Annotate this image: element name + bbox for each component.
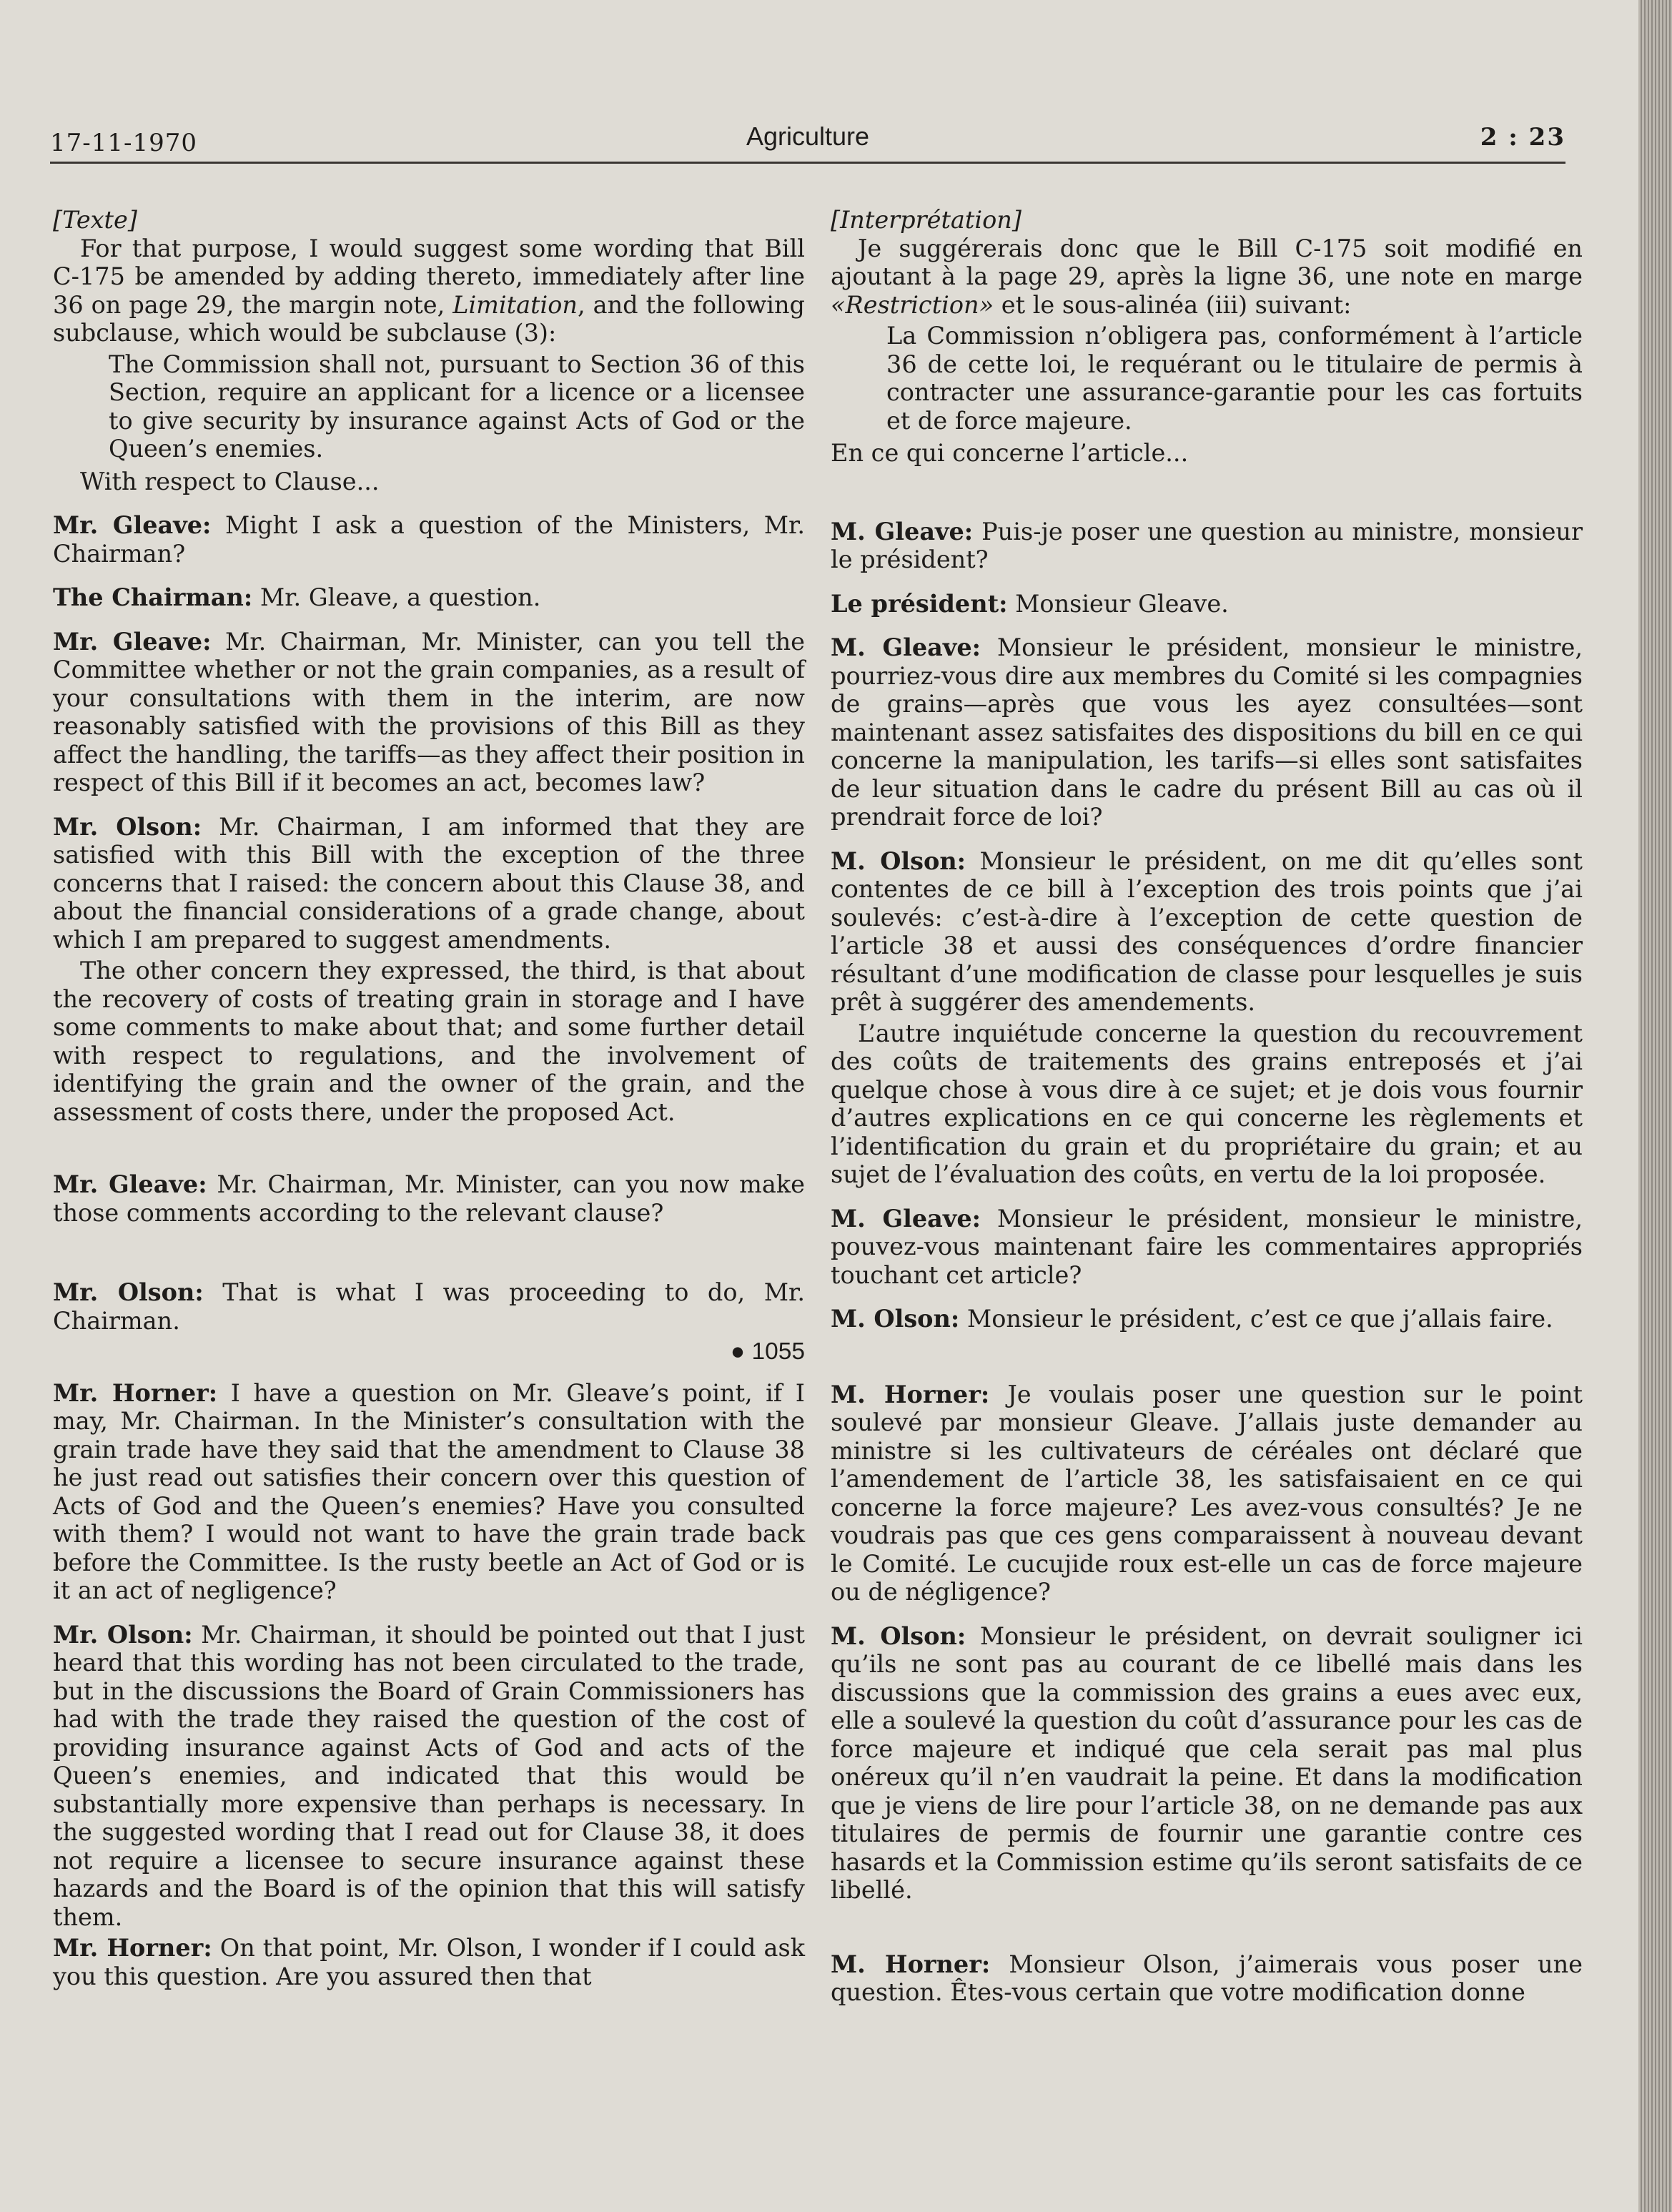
speech-entry: M. Olson: Monsieur le président, on devrait souligner ici qu’ils ne sont pas au courant de ce libellé mais dans les discussions que la commission des grains a eues avec eux, elle a soulevé la question du coût d’assurance pour les cas de force majeure et indiqué que cela serait pas mal plus onéreux qu’il n’en vaudrait la peine. Et dans la modification que je viens de lire pour l’article 38, on ne demande pas aux titulaires de permis de fournir une garantie contre ces hasards et la Commission estime qu’ils seront satisfaits de ce libellé. bbox=[831, 1621, 1583, 1904]
speech-entry: M. Olson: Monsieur le président, on me dit qu’elles sont contentes de ce bill à l’exception des trois points que j’ai soulevés: c’est-à-dire à l’exception de cette question de l’article 38 et aussi des conséquences d’ordre financier résultant d’une modification de classe pour lesquelles je suis prêt à suggérer des amendements. bbox=[831, 846, 1583, 1016]
language-tag: [Interprétation] bbox=[831, 206, 1021, 234]
speaker-name: Mr. Horner: bbox=[53, 1934, 212, 1962]
speaker-name: M. Horner: bbox=[831, 1950, 991, 1978]
speaker-name: Mr. Gleave: bbox=[53, 627, 212, 656]
speaker-name: M. Gleave: bbox=[831, 633, 981, 661]
french-column bbox=[831, 206, 1583, 2023]
speech-entry: Mr. Horner: On that point, Mr. Olson, I wonder if I could ask you this question. Are you assured then that bbox=[53, 1934, 805, 1990]
book-page-edges bbox=[1638, 0, 1672, 2212]
speech-entry: Mr. Olson: That is what I was proceeding to do, Mr. Chairman. bbox=[53, 1278, 805, 1335]
block-quote: The Commission shall not, pursuant to Section 36 of this Section, require an applicant for a licence or a licensee to give security by insurance against Acts of God or the Queen’s enemies. bbox=[109, 350, 805, 463]
italic-term: Limitation bbox=[452, 290, 578, 319]
speech-entry: Le président: Monsieur Gleave. bbox=[831, 589, 1229, 618]
speaker-name: Mr. Horner: bbox=[53, 1378, 218, 1407]
speaker-name: Mr. Olson: bbox=[53, 1620, 193, 1649]
speech-entry: Mr. Olson: Mr. Chairman, it should be pointed out that I just heard that this wording has not been circulated to the trade, but in the discussions the Board of Grain Commissioners has had with the trade they raised the question of the cost of providing insurance against Acts of God and acts of the Queen’s enemies, and indicated that this would be substantially more expensive than perhaps is necessary. In the suggested wording that I read out for Clause 38, it does not require a licensee to secure insurance against these hazards and the Board is of the opinion that this will satisfy them. bbox=[53, 1620, 805, 1931]
speaker-name: The Chairman: bbox=[53, 583, 253, 611]
english-column bbox=[53, 206, 805, 2006]
speaker-name: Mr. Olson: bbox=[53, 1278, 204, 1306]
speech-entry: Mr. Olson: Mr. Chairman, I am informed that they are satisfied with this Bill with the exception of the three concerns that I raised: the concern about this Clause 38, and about the financial considerations of a grade change, about which I am prepared to suggest amendments. bbox=[53, 812, 805, 954]
speaker-name: Mr. Gleave: bbox=[53, 1170, 207, 1198]
speaker-name: M. Horner: bbox=[831, 1380, 990, 1408]
speech-entry: Mr. Gleave: Mr. Chairman, Mr. Minister, can you now make those comments according to the relevant clause? bbox=[53, 1170, 805, 1227]
speaker-name: Mr. Gleave: bbox=[53, 511, 212, 539]
speech-continuation: L’autre inquiétude concerne la question du recouvrement des coûts de traitements des grains entreposés et j’ai quelque chose à vous dire à ce sujet; et je dois vous fournir d’autres explications en ce qui concerne les règlements et l’identification du grain et du propriétaire du grain; et au sujet de l’évaluation des coûts, en vertu de la loi proposée. bbox=[831, 1019, 1583, 1188]
speaker-name: Le président: bbox=[831, 589, 1008, 618]
speech-entry: M. Gleave: Monsieur le président, monsieur le ministre, pourriez-vous dire aux membres du Comité si les compagnies de grains—après que vous les ayez consultées—sont maintenant assez satisfaites des dispositions du bill en ce qui concerne la manipulation, les tarifs—si elles sont satisfaites de leur situation dans le cadre du présent Bill au cas où il prendrait force de loi? bbox=[831, 633, 1583, 831]
language-tag: [Texte] bbox=[53, 206, 137, 234]
header-page-number: 2 : 23 bbox=[1480, 123, 1565, 152]
speaker-name: M. Olson: bbox=[831, 846, 966, 875]
speech-continuation: The other concern they expressed, the third, is that about the recovery of costs of treating grain in storage and I have some comments to make about that; and some further detail with respect to regulations, and the involvement of identifying the grain and the owner of the grain, and the assessment of costs there, under the proposed Act. bbox=[53, 957, 805, 1126]
speech-entry: Mr. Gleave: Might I ask a question of the Ministers, Mr. Chairman? bbox=[53, 511, 806, 568]
speaker-name: M. Gleave: bbox=[831, 517, 974, 545]
speaker-name: M. Olson: bbox=[831, 1621, 966, 1650]
paragraph: Je suggérerais donc que le Bill C-175 soit modifié en ajoutant à la page 29, après la ligne 36, une note en marge «Restriction» et le sous-alinéa (iii) suivant: bbox=[831, 234, 1583, 319]
header-title: Agriculture bbox=[746, 122, 870, 151]
block-quote: La Commission n’obligera pas, conformément à l’article 36 de cette loi, le requérant ou le titulaire de permis à contracter une assurance-garantie pour les cas fortuits et de force majeure. bbox=[886, 322, 1583, 435]
speech-entry: M. Horner: Monsieur Olson, j’aimerais vous poser une question. Êtes-vous certain que votre modification donne bbox=[831, 1950, 1583, 2006]
header-date: 17-11-1970 bbox=[50, 129, 198, 157]
speech-entry: Mr. Horner: I have a question on Mr. Gleave’s point, if I may, Mr. Chairman. In the Minister’s consultation with the grain trade have they said that the amendment to Clause 38 he just read out satisfies their concern over this question of Acts of God and the Queen’s enemies? Have you consulted with them? I would not want to have the grain trade back before the Committee. Is the rusty beetle an Act of God or is it an act of negligence? bbox=[53, 1378, 805, 1604]
speech-entry: M. Olson: Monsieur le président, c’est ce que j’allais faire. bbox=[831, 1305, 1553, 1333]
page-header bbox=[50, 120, 1565, 164]
paragraph: For that purpose, I would suggest some wording that Bill C-175 be amended by adding thereto, immediately after line 36 on page 29, the margin note, Limitation, and the following subclause, which would be subclause (3): bbox=[53, 234, 806, 347]
timestamp-marker: ● 1055 bbox=[730, 1338, 805, 1365]
speaker-name: M. Gleave: bbox=[831, 1204, 981, 1233]
speech-entry: The Chairman: Mr. Gleave, a question. bbox=[53, 583, 541, 611]
speech-entry: M. Gleave: Puis-je poser une question au ministre, monsieur le président? bbox=[831, 517, 1583, 573]
paragraph: With respect to Clause... bbox=[80, 467, 380, 495]
paragraph: En ce qui concerne l’article... bbox=[831, 439, 1189, 467]
speaker-name: M. Olson: bbox=[831, 1305, 960, 1333]
italic-term: «Restriction» bbox=[831, 290, 994, 319]
speech-entry: Mr. Gleave: Mr. Chairman, Mr. Minister, can you tell the Committee whether or not the grain companies, as a result of your consultations with them in the interim, are now reasonably satisfied with the provisions of this Bill as they affect the handling, the tariffs—as they affect their position in respect of this Bill if it becomes an act, becomes law? bbox=[53, 627, 805, 796]
speech-entry: M. Horner: Je voulais poser une question sur le point soulevé par monsieur Gleave. J’allais juste demander au ministre si les cultivateurs de céréales ont déclaré que l’amendement de l’article 38, les satisfaisaient en ce qui concerne la force majeure? Les avez-vous consultés? Je ne voudrais pas que ces gens comparaissent à nouveau devant le Comité. Le cucujide roux est-elle un cas de force majeure ou de négligence? bbox=[831, 1380, 1583, 1606]
speaker-name: Mr. Olson: bbox=[53, 812, 202, 841]
speech-entry: M. Gleave: Monsieur le président, monsieur le ministre, pouvez-vous maintenant faire les commentaires appropriés touchant cet article? bbox=[831, 1204, 1583, 1289]
